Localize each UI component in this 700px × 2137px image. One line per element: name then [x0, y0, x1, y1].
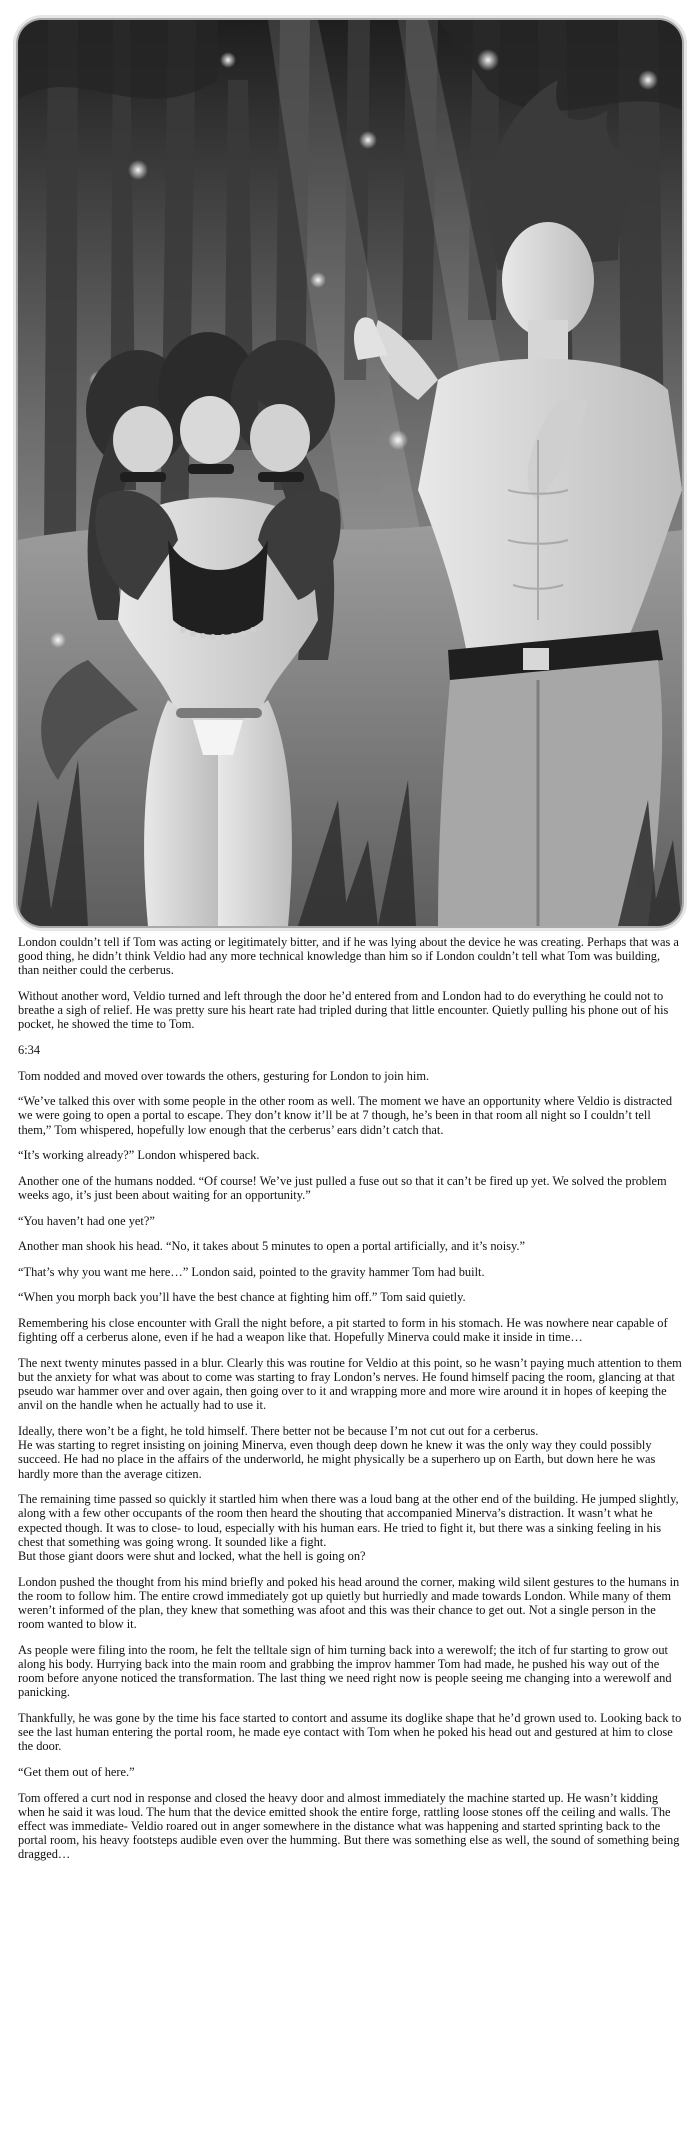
story-paragraph: “We’ve talked this over with some people in the other room as well. The moment we have an opportunity where Veldio is distracted we were going to open a portal to escape. They don’t know it’ll be at 7 though, he’s been in that room all night so I couldn’t tell them,” Tom whispered, hopefully low enough that the cerberus’ ears didn’t catch that.	[18, 1094, 673, 1137]
story-paragraph: Without another word, Veldio turned and left through the door he’d entered from and London had to do everything he could not to breathe a sigh of relief. He was pretty sure his heart rate had tripled during that little encounter. Quietly pulling his phone out of his pocket, he showed the time to Tom.	[18, 989, 669, 1032]
story-paragraph: “When you morph back you’ll have the best chance at fighting him off.” Tom said quietly.	[18, 1290, 466, 1305]
story-paragraph: Thankfully, he was gone by the time his face started to contort and assume its doglike shape that he’d grown used to. Looking back to see the last human entering the portal room, he made eye contact with Tom when he poked his head out and gestured at him to close the door.	[18, 1710, 682, 1754]
story-paragraph: “That’s why you want me here…” London said, pointed to the gravity hammer Tom had built.	[18, 1264, 485, 1279]
story-paragraph: “It’s working already?” London whispered back.	[18, 1148, 260, 1163]
story-paragraph: Tom offered a curt nod in response and closed the heavy door and almost immediately the machine started up. He wasn’t kidding when he said it was loud. The hum that the device emitted shook the entire forge, rattling loose stones off the ceiling and walls. The effect was immediate- Veldio roared out in anger somewhere in the distance what was happening and started sprinting back to the portal room, his heavy footsteps audible even over the humming. But there was something else as well, the sound of something being dragged…	[18, 1790, 680, 1862]
story-paragraph: “You haven’t had one yet?”	[18, 1213, 155, 1228]
story-text	[18, 935, 682, 1873]
story-paragraph: 6:34	[18, 1043, 41, 1057]
story-paragraph: Another man shook his head. “No, it takes about 5 minutes to open a portal artificially, and it’s noisy.”	[18, 1239, 525, 1254]
story-paragraph: The next twenty minutes passed in a blur. Clearly this was routine for Veldio at this point, so he wasn’t paying much attention to them but the anxiety for what was about to come was starting to fray London’s nerves. He found himself pacing the room, glancing at that pseudo war hammer over and over again, then going over to it and wrapping more and more wire around it in hopes of keeping the anvil on the handle when he actually had to use it.	[18, 1355, 682, 1413]
story-paragraph: Another one of the humans nodded. “Of course! We’ve just pulled a fuse out so that it can’t be fired up yet. We solved the problem weeks ago, it’s just been about waiting for an opportunity.”	[18, 1173, 667, 1202]
story-illustration	[16, 18, 684, 928]
story-paragraph: Ideally, there won’t be a fight, he told himself. There better not be because I’m not cut out for a cerberus. He was starting to regret insisting on joining Minerva, even though deep down he knew it was the only way they could possibly succeed. He had no place in the affairs of the underworld, he might physically be a superhero up on Earth, but down here he was hardly more than the average citizen.	[18, 1423, 656, 1481]
story-paragraph: The remaining time passed so quickly it startled him when there was a loud bang at the other end of the building. He jumped slightly, along with a few other occupants of the room then heard the shouting that accompanied Minerva’s distraction. It wasn’t what he expected though. It was to close- to loud, especially with his human ears. He tried to fight it, but there was a sinking feeling in his chest that something was going wrong. It sounded like a fight. But those giant doors were shut and locked, what the hell is going on?	[18, 1492, 679, 1563]
story-paragraph: London pushed the thought from his mind briefly and poked his head around the corner, making wild silent gestures to the humans in the room to follow him. The entire crowd immediately got up quietly but hurriedly and made towards London. While many of them weren’t informed of the plan, they knew that something was afoot and this was their chance to get out. Not a single person in the room wanted to blow it.	[18, 1574, 680, 1632]
story-paragraph: As people were filing into the room, he felt the telltale sign of him turning back into a werewolf; the itch of fur starting to grow out along his body. Hurrying back into the main room and grabbing the improv hammer Tom had made, he pushed his way out of the room before anyone noticed the transformation. The last thing we need right now is people seeing me changing into a werewolf and panicking.	[18, 1642, 672, 1700]
story-paragraph: Remembering his close encounter with Grall the night before, a pit started to form in his stomach. He was nowhere near capable of fighting off a cerberus alone, even if he had a weapon like that. Hopefully Minerva could make it inside in time…	[18, 1315, 668, 1345]
story-paragraph: Tom nodded and moved over towards the others, gesturing for London to join him.	[18, 1068, 430, 1083]
forest-scene-image	[18, 20, 682, 926]
story-paragraph: London couldn’t tell if Tom was acting or legitimately bitter, and if he was lying about the device he was creating. Perhaps that was a good thing, he didn’t think Veldio had any more technical knowledge than him so if London couldn’t tell what Tom was building, than neither could the cerberus.	[18, 935, 679, 978]
story-paragraph: “Get them out of here.”	[18, 1764, 135, 1779]
